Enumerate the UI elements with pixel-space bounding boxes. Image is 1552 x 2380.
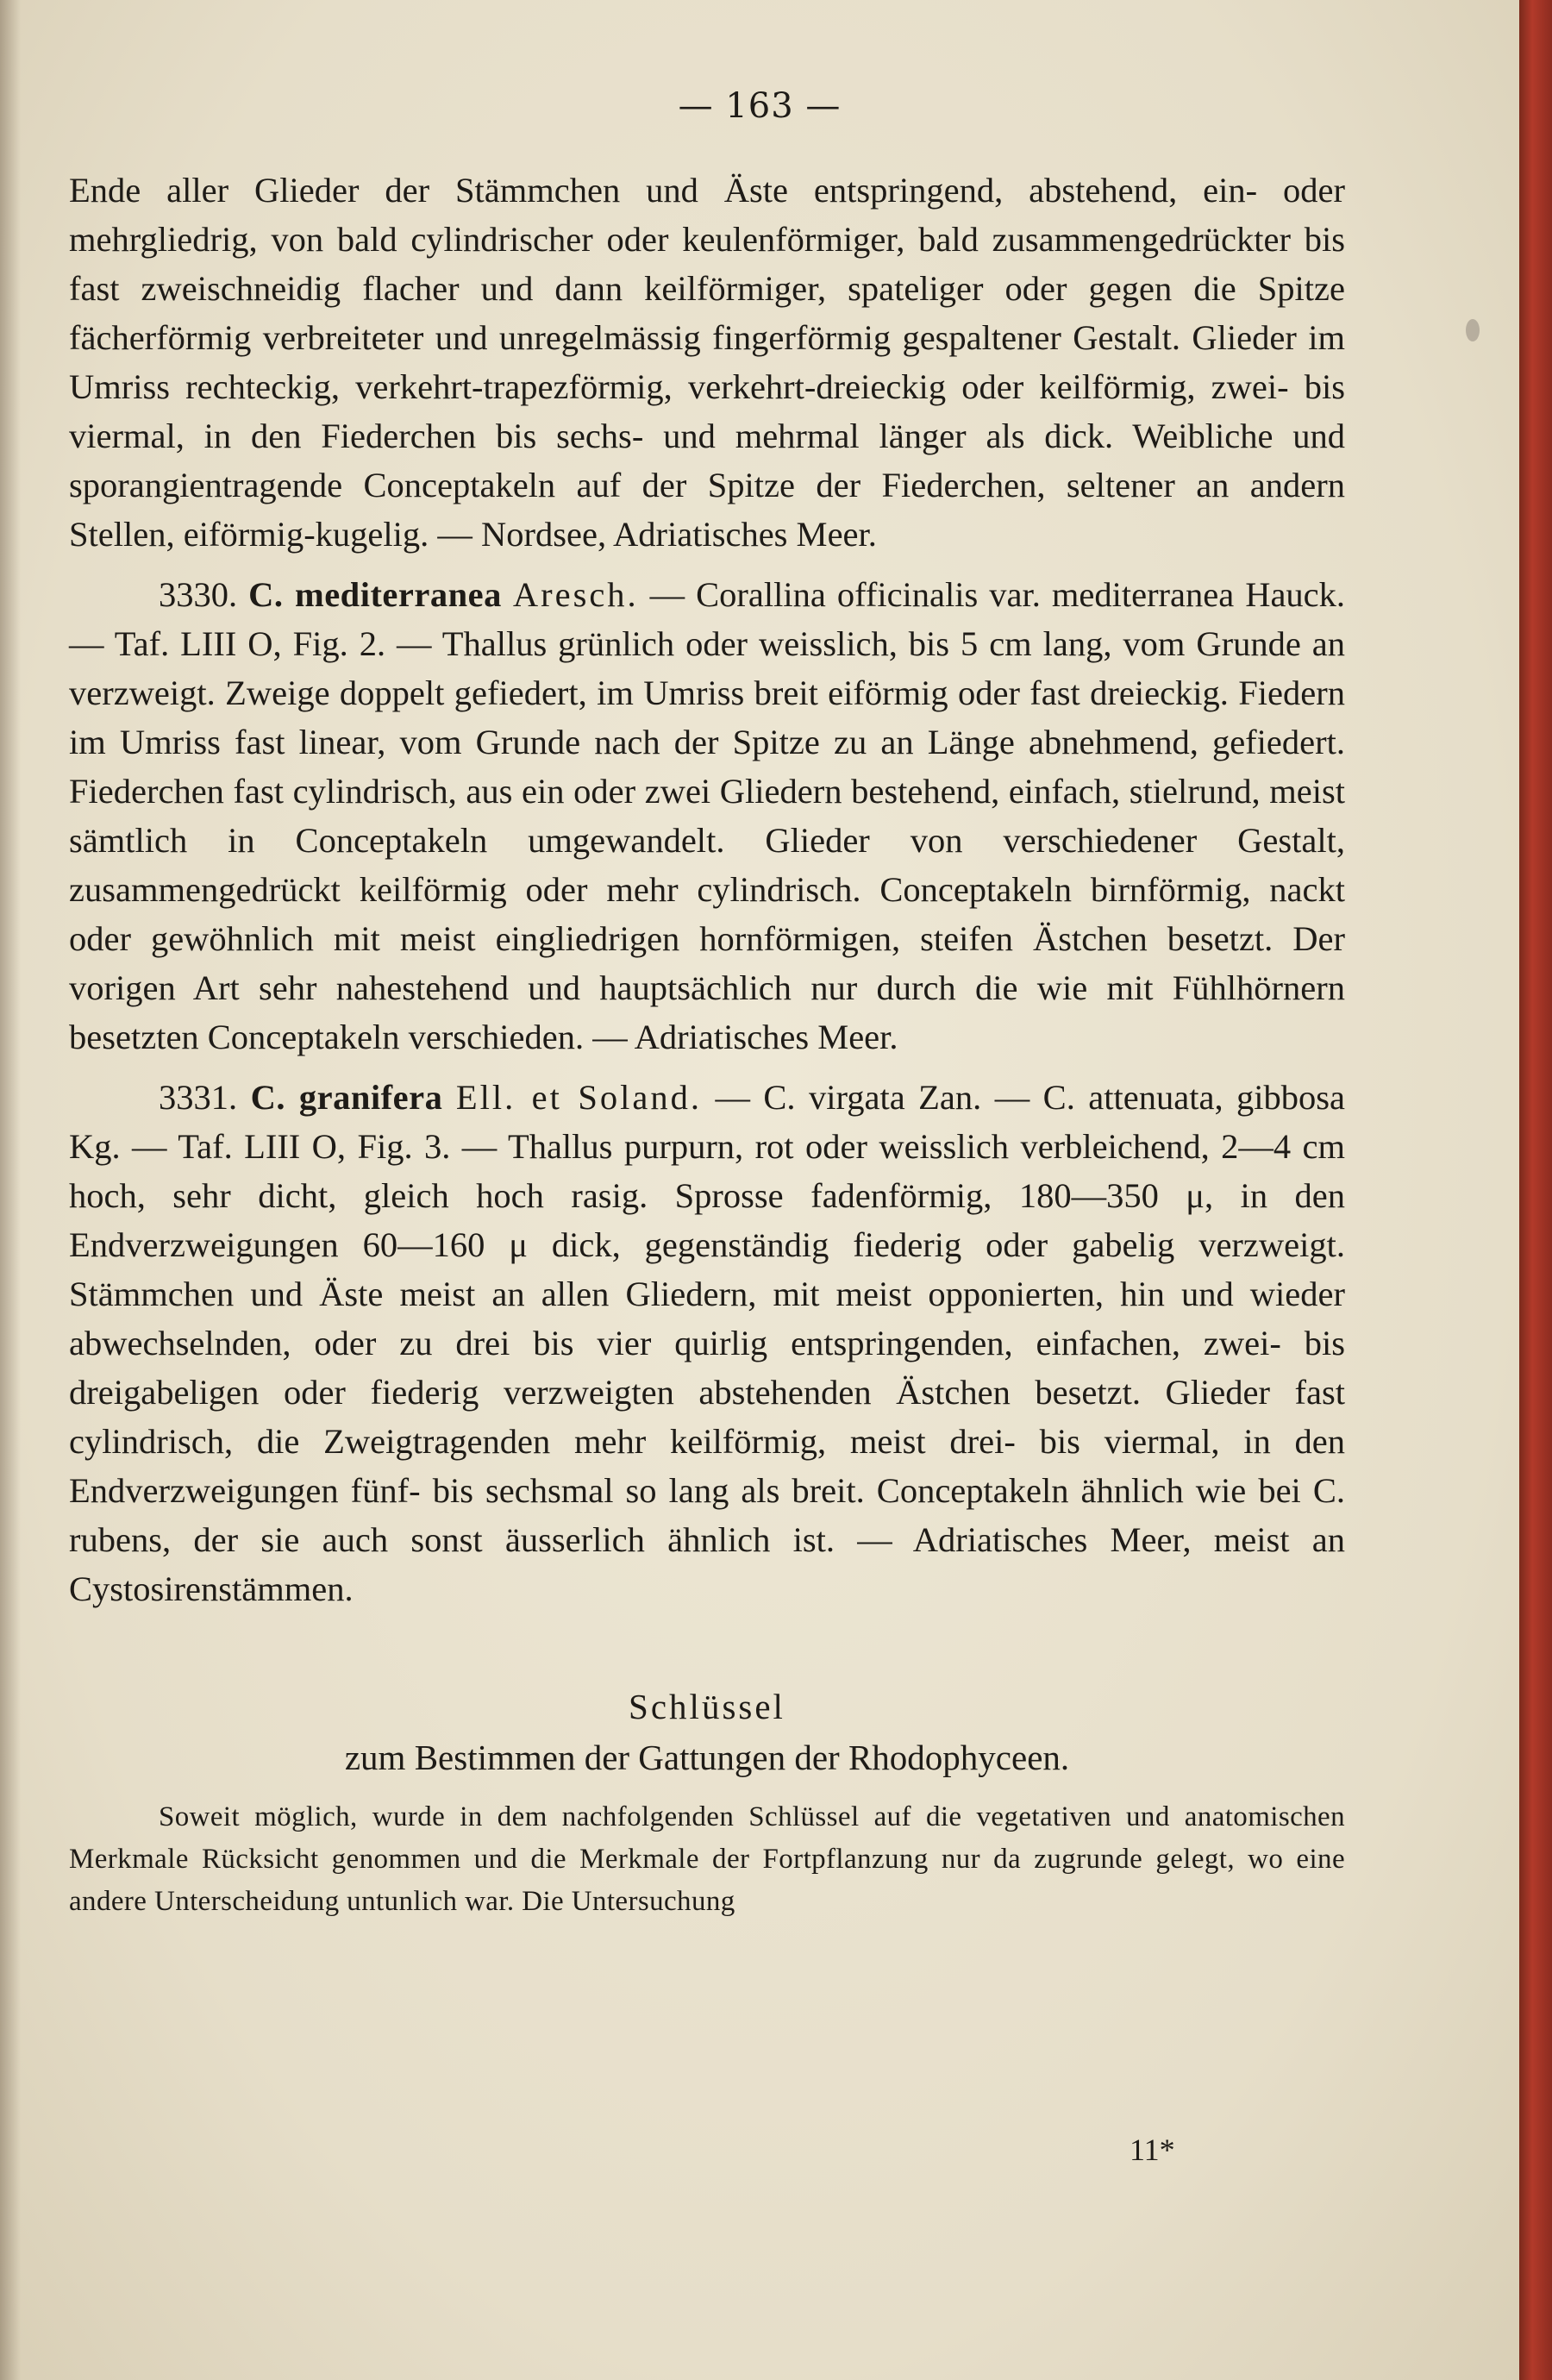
page-number: — 163 — (678, 86, 842, 126)
section-subheading: zum Bestimmen der Gattungen der Rhodophyceen. (344, 1738, 1070, 1777)
section-heading: Schlüssel (629, 1687, 785, 1726)
entry-number: 3331. (159, 1078, 238, 1117)
species-entry-3330 (69, 570, 1345, 1062)
page-body (69, 166, 1345, 1923)
entry-number: 3330. (159, 575, 238, 614)
species-name: C. mediterranea (248, 575, 502, 614)
species-authority: Ell. et Soland. (455, 1078, 702, 1117)
species-authority: Aresch. (512, 575, 639, 614)
entry-description: — Corallina officinalis var. mediterranea Hauck. — Taf. LIII O, Fig. 2. — Thallus grünlich oder weisslich, bis 5 cm lang, vom Grunde an verzweigt. Zweige doppelt gefiedert, im Umriss breit eiförmig oder fast dreieckig. Fiedern im Umriss fast linear, vom Grunde nach der Spitze zu an Länge abnehmend, gefiedert. Fiederchen fast cylindrisch, aus ein oder zwei Gliedern bestehend, einfach, stielrund, meist sämtlich in Conceptakeln umgewandelt. Glieder von verschiedener Gestalt, zusammengedrückt keilförmig oder mehr cylindrisch. Conceptakeln birnförmig, nackt oder gewöhnlich mit meist eingliedrigen hornförmigen, steifen Ästchen besetzt. Der vorigen Art sehr nahestehend und hauptsächlich nur durch die wie mit Fühlhörnern besetzten Conceptakeln verschieden. — Adriatisches Meer. (69, 575, 1346, 1056)
continued-paragraph: Ende aller Glieder der Stämmchen und Äste entspringend, abstehend, ein- oder mehrgliedrig, von bald cylindrischer oder keulenförmiger, bald zusammengedrückter bis fast zweischneidig flacher und dann keilförmiger, spateliger oder gegen die Spitze fächerförmig verbreiteter und unregelmässig fingerförmig gespaltener Gestalt. Glieder im Umriss rechteckig, verkehrt-trapezförmig, verkehrt-dreieckig oder keilförmig, zwei- bis viermal, in den Fiederchen bis sechs- und mehrmal länger als dick. Weibliche und sporangientragende Conceptakeln auf der Spitze der Fiederchen, seltener an andern Stellen, eiförmig-kugelig. — Nordsee, Adriatisches Meer. (69, 171, 1345, 554)
page-edge-strip (1519, 0, 1552, 2380)
page-blemish (1466, 319, 1480, 341)
entry-description: — C. virgata Zan. — C. attenuata, gibbosa Kg. — Taf. LIII O, Fig. 3. — Thallus purpurn, rot oder weisslich verbleichend, 2—4 cm hoch, sehr dicht, gleich hoch rasig. Sprosse fadenförmig, 180—350 μ, in den Endverzweigungen 60—160 μ dick, gegenständig fiederig oder gabelig verzweigt. Stämmchen und Äste meist an allen Gliedern, mit meist opponierten, hin und wieder abwechselnden, oder zu drei bis vier quirlig entspringenden, einfachen, zwei- bis dreigabeligen oder fiederig verzweigten abstehenden Ästchen besetzt. Glieder fast cylindrisch, die Zweigtragenden mehr keilförmig, meist drei- bis viermal, in den Endverzweigungen fünf- bis sechsmal so lang als breit. Conceptakeln ähnlich wie bei C. rubens, der sie auch sonst äusserlich ähnlich ist. — Adriatisches Meer, meist an Cystosirenstämmen. (69, 1078, 1346, 1608)
binding-shadow (0, 0, 21, 2380)
species-entry-3331 (69, 1073, 1345, 1613)
section-intro-paragraph: Soweit möglich, wurde in dem nachfolgenden Schlüssel auf die vegetativen und anatomischen Merkmale Rücksicht genommen und die Merkmale der Fortpflanzung nur da zugrunde gelegt, wo eine andere Unterscheidung untunlich war. Die Untersuchung (69, 1801, 1345, 1917)
signature-mark: 11* (1130, 2133, 1175, 2167)
species-name: C. granifera (250, 1078, 443, 1117)
